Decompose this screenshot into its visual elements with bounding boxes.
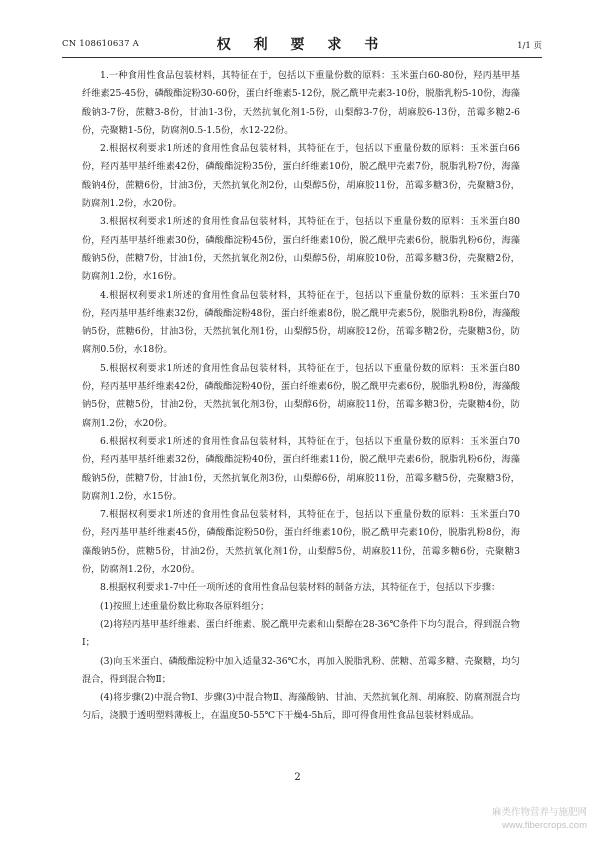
claim-8-step-3: (3)向玉米蛋白、磷酸酯淀粉中加入适量32-36℃水，再加入脱脂乳粉、蔗糖、茁霉多糖、壳聚糖，均匀混合，得到混合物Ⅱ； [82,655,520,685]
claim-1: 1.一种食用性食品包装材料，其特征在于，包括以下重量份数的原料：玉米蛋白60-80份，羟丙基甲基纤维素25-45份，磷酸酯淀粉30-60份，蛋白纤维素5-12份，脱乙酰甲壳素3-10份，脱脂乳粉5-10份，海藻酸钠3-7份，蔗糖3-8份，甘油1-3份，天然抗氧化剂1-5份，山梨醇3-7份，胡麻胶6-13份，茁霉多糖2-6份，壳聚糖1-5份，防腐剂0.5-1.5份，水12-22份。 [82,70,520,136]
claim-8-step-2: (2)将羟丙基甲基纤维素、蛋白纤维素、脱乙酰甲壳素和山梨醇在28-36℃条件下均匀混合，得到混合物Ⅰ； [82,618,520,649]
document-number: CN 108610637 A [62,39,139,49]
claim-8: 8.根据权利要求1-7中任一项所述的食用性食品包装材料的制备方法，其特征在于，包括以下步骤： [100,582,501,594]
claim-5: 5.根据权利要求1所述的食用性食品包装材料，其特征在于，包括以下重量份数的原料：玉米蛋白80份，羟丙基甲基纤维素42份，磷酸酯淀粉40份，蛋白纤维素6份，脱乙酰甲壳素6份，脱脂乳粉8份，海藻酸钠5份，蔗糖5份，甘油2份，天然抗氧化剂3份，山梨醇6份，胡麻胶11份，茁霉多糖3份，壳聚糖4份，防腐剂1.2份，水20份。 [82,362,520,429]
header-divider [62,57,542,58]
watermark-url: www.fibercrops.com [502,820,587,831]
claim-2: 2.根据权利要求1所述的食用性食品包装材料，其特征在于，包括以下重量份数的原料：玉米蛋白66份，羟丙基甲基纤维素42份，磷酸酯淀粉35份，蛋白纤维素10份，脱乙酰甲壳素7份，脱脂乳粉7份，海藻酸钠4份，蔗糖6份，甘油3份，天然抗氧化剂2份，山梨醇5份，胡麻胶11份，茁霉多糖3份，壳聚糖3份，防腐剂1.2份，水20份。 [82,143,520,210]
page-number: 2 [294,772,301,783]
site-watermark [492,806,587,832]
page-indicator: 1/1 页 [517,41,542,51]
claim-8-step-1: (1)按照上述重量份数比称取各原料组分； [100,600,270,612]
claim-3: 3.根据权利要求1所述的食用性食品包装材料，其特征在于，包括以下重量份数的原料：玉米蛋白80份，羟丙基甲基纤维素30份，磷酸酯淀粉45份，蛋白纤维素10份，脱乙酰甲壳素6份，脱脂乳粉6份，海藻酸钠5份，蔗糖7份，甘油1份，天然抗氧化剂2份，山梨醇5份，胡麻胶10份，茁霉多糖3份，壳聚糖2份，防腐剂1.2份，水16份。 [82,216,520,283]
claims-body [82,67,520,726]
claim-6: 6.根据权利要求1所述的食用性食品包装材料，其特征在于，包括以下重量份数的原料：玉米蛋白70份，羟丙基甲基纤维素32份，磷酸酯淀粉40份，蛋白纤维素11份，脱乙酰甲壳素6份，脱脂乳粉6份，海藻酸钠5份，蔗糖7份，甘油1份，天然抗氧化剂3份，山梨醇6份，胡麻胶11份，茁霉多糖5份，壳聚糖3份，防腐剂1.2份，水15份。 [82,435,520,502]
page-header [62,34,542,54]
claim-8-step-4: (4)将步骤(2)中混合物Ⅰ、步骤(3)中混合物Ⅱ、海藻酸钠、甘油、天然抗氧化剂、胡麻胶、防腐剂混合均匀后，浇膜于透明塑料薄板上，在温度50-55℃下干燥4-5h后，即可得食用性食品包装材料成品。 [82,692,520,722]
claim-7: 7.根据权利要求1所述的食用性食品包装材料，其特征在于，包括以下重量份数的原料：玉米蛋白70份，羟丙基甲基纤维素45份，磷酸酯淀粉50份，蛋白纤维素10份，脱乙酰甲壳素10份，脱脂乳粉8份，海藻酸钠5份，蔗糖5份，甘油2份，天然抗氧化剂1份，山梨醇5份，胡麻胶11份，茁霉多糖6份，壳聚糖3份，防腐剂1.2份，水20份。 [82,509,520,576]
claim-4: 4.根据权利要求1所述的食用性食品包装材料，其特征在于，包括以下重量份数的原料：玉米蛋白70份，羟丙基甲基纤维素32份，磷酸酯淀粉48份，蛋白纤维素8份，脱乙酰甲壳素5份，脱脂乳粉8份，海藻酸钠5份，蔗糖6份，甘油3份，天然抗氧化剂1份，山梨醇5份，胡麻胶12份，茁霉多糖2份，壳聚糖3份，防腐剂0.5份，水18份。 [82,289,520,356]
watermark-site-name: 麻类作物营养与施肥网 [491,807,587,818]
document-title: 权 利 要 求 书 [216,37,388,53]
